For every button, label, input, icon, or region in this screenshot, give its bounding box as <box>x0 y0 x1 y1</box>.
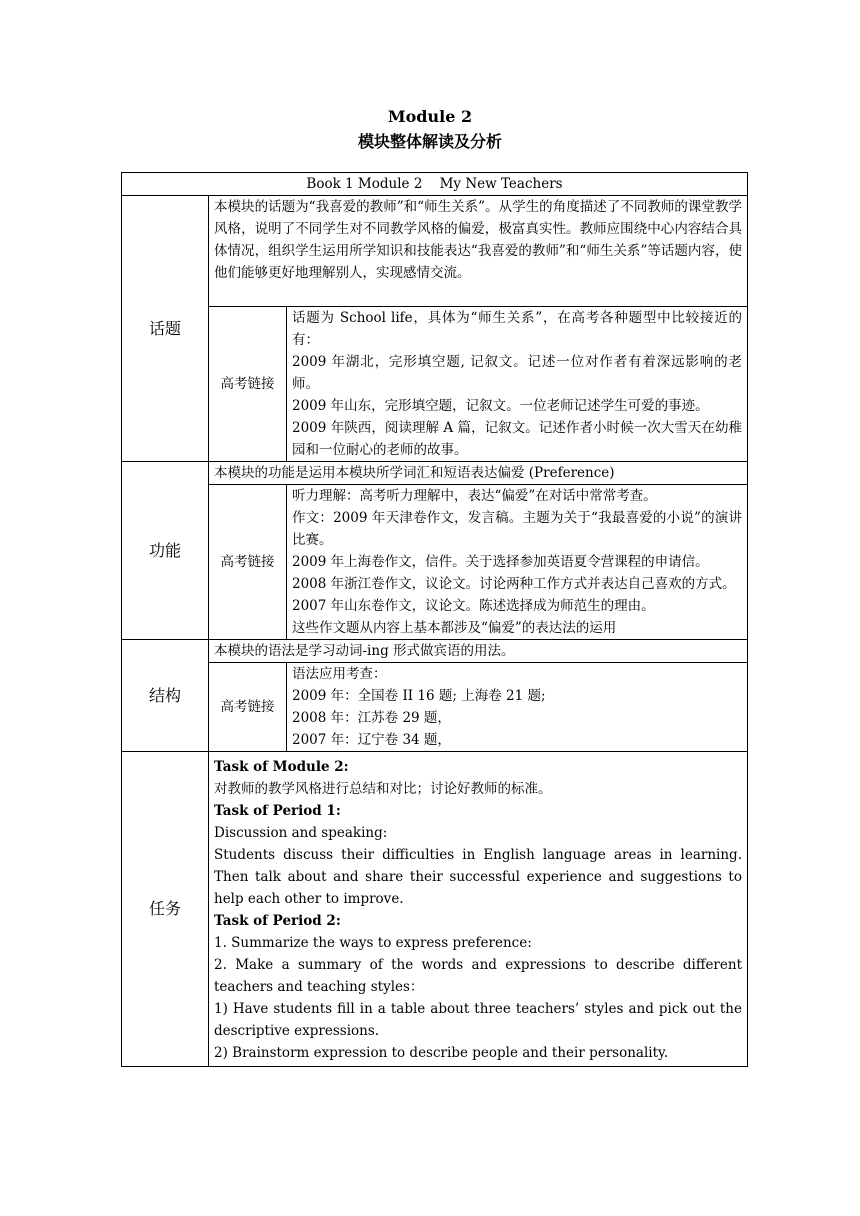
function-links-row <box>122 485 748 640</box>
function-link-item: 这些作文题从内容上基本都涉及“偏爱”的表达法的运用 <box>292 620 617 636</box>
table-header: Book 1 Module 2 My New Teachers <box>122 173 748 196</box>
module-task-text: 对教师的教学风格进行总结和对比；讨论好教师的标准。 <box>214 781 552 797</box>
period1-task-line: Discussion and speaking: <box>214 825 388 841</box>
document-title: Module 2 <box>387 107 473 126</box>
period2-task-line: 2. Make a summary of the words and expressions to describe different teachers and teaching styles： <box>214 957 742 995</box>
function-intro: 本模块的功能是运用本模块所学词汇和短语表达偏爱 (Preference) <box>209 462 748 485</box>
period1-task-line: Students discuss their difficulties in English language areas in learning. Then talk about and share their successful experience and suggestions to help each other to improve. <box>214 847 742 907</box>
analysis-table <box>121 172 748 1067</box>
topic-links <box>287 307 748 462</box>
topic-intro: 本模块的话题为“我喜爱的教师”和“师生关系”。从学生的角度描述了不同教师的课堂教学风格，说明了不同学生对不同教学风格的偏爱，极富真实性。教师应围绕中心内容结合具体情况，组织学生运用所学知识和技能表达“我喜爱的教师”和“师生关系”等话题内容，使他们能够更好地理解别人，实现感情交流。 <box>209 196 748 307</box>
structure-links-row <box>122 663 748 752</box>
task-label: 任务 <box>122 752 209 1067</box>
document-subtitle: 模块整体解读及分析 <box>357 132 502 151</box>
structure-intro-row <box>122 640 748 663</box>
topic-link-item: 2009 年湖北，完形填空题, 记叙文。记述一位对作者有着深远影响的老师。 <box>292 354 742 392</box>
topic-link-label: 高考链接 <box>209 307 287 462</box>
function-link-item: 2009 年上海卷作文，信件。关于选择参加英语夏令营课程的申请信。 <box>292 554 709 570</box>
period2-task-title: Task of Period 2: <box>214 913 341 929</box>
topic-links-row <box>122 307 748 462</box>
period2-task-line: 1. Summarize the ways to express preference: <box>214 935 532 951</box>
task-content <box>209 752 748 1067</box>
function-link-item: 2008 年浙江卷作文，议论文。讨论两种工作方式并表达自己喜欢的方式。 <box>292 576 736 592</box>
function-link-item: 作文：2009 年天津卷作文，发言稿。主题为关于“我最喜爱的小说”的演讲比赛。 <box>292 510 742 548</box>
structure-link-item: 2008 年：江苏卷 29 题， <box>292 710 451 726</box>
topic-intro-row <box>122 196 748 307</box>
structure-links <box>287 663 748 752</box>
structure-intro: 本模块的语法是学习动词-ing 形式做宾语的用法。 <box>209 640 748 663</box>
structure-label: 结构 <box>122 640 209 752</box>
period1-task-title: Task of Period 1: <box>214 803 341 819</box>
function-intro-row <box>122 462 748 485</box>
function-link-item: 2007 年山东卷作文，议论文。陈述选择成为师范生的理由。 <box>292 598 655 614</box>
structure-link-item: 语法应用考查： <box>292 666 387 682</box>
function-link-item: 听力理解：高考听力理解中，表达“偏爱”在对话中常常考查。 <box>292 488 657 504</box>
structure-link-item: 2009 年：全国卷 II 16 题; 上海卷 21 题; <box>292 688 546 704</box>
topic-link-item: 2009 年陕西，阅读理解 A 篇，记叙文。记述作者小时候一次大雪天在幼稚园和一位耐心的老师的故事。 <box>292 420 742 458</box>
topic-label: 话题 <box>122 196 209 462</box>
period2-task-line: 2) Brainstorm expression to describe people and their personality. <box>214 1045 669 1061</box>
structure-link-item: 2007 年：辽宁卷 34 题， <box>292 732 451 748</box>
topic-link-item: 话题为 School life，具体为“师生关系”，在高考各种题型中比较接近的有： <box>292 310 742 348</box>
structure-link-label: 高考链接 <box>209 663 287 752</box>
period2-task-line: 1) Have students fill in a table about three teachers’ styles and pick out the descriptive expressions. <box>214 1001 742 1039</box>
function-links <box>287 485 748 640</box>
module-task-title: Task of Module 2: <box>214 759 349 775</box>
function-link-label: 高考链接 <box>209 485 287 640</box>
table-header-row <box>122 173 748 196</box>
task-row <box>122 752 748 1067</box>
topic-link-item: 2009 年山东，完形填空题，记叙文。一位老师记述学生可爱的事迹。 <box>292 398 709 414</box>
function-label: 功能 <box>122 462 209 640</box>
